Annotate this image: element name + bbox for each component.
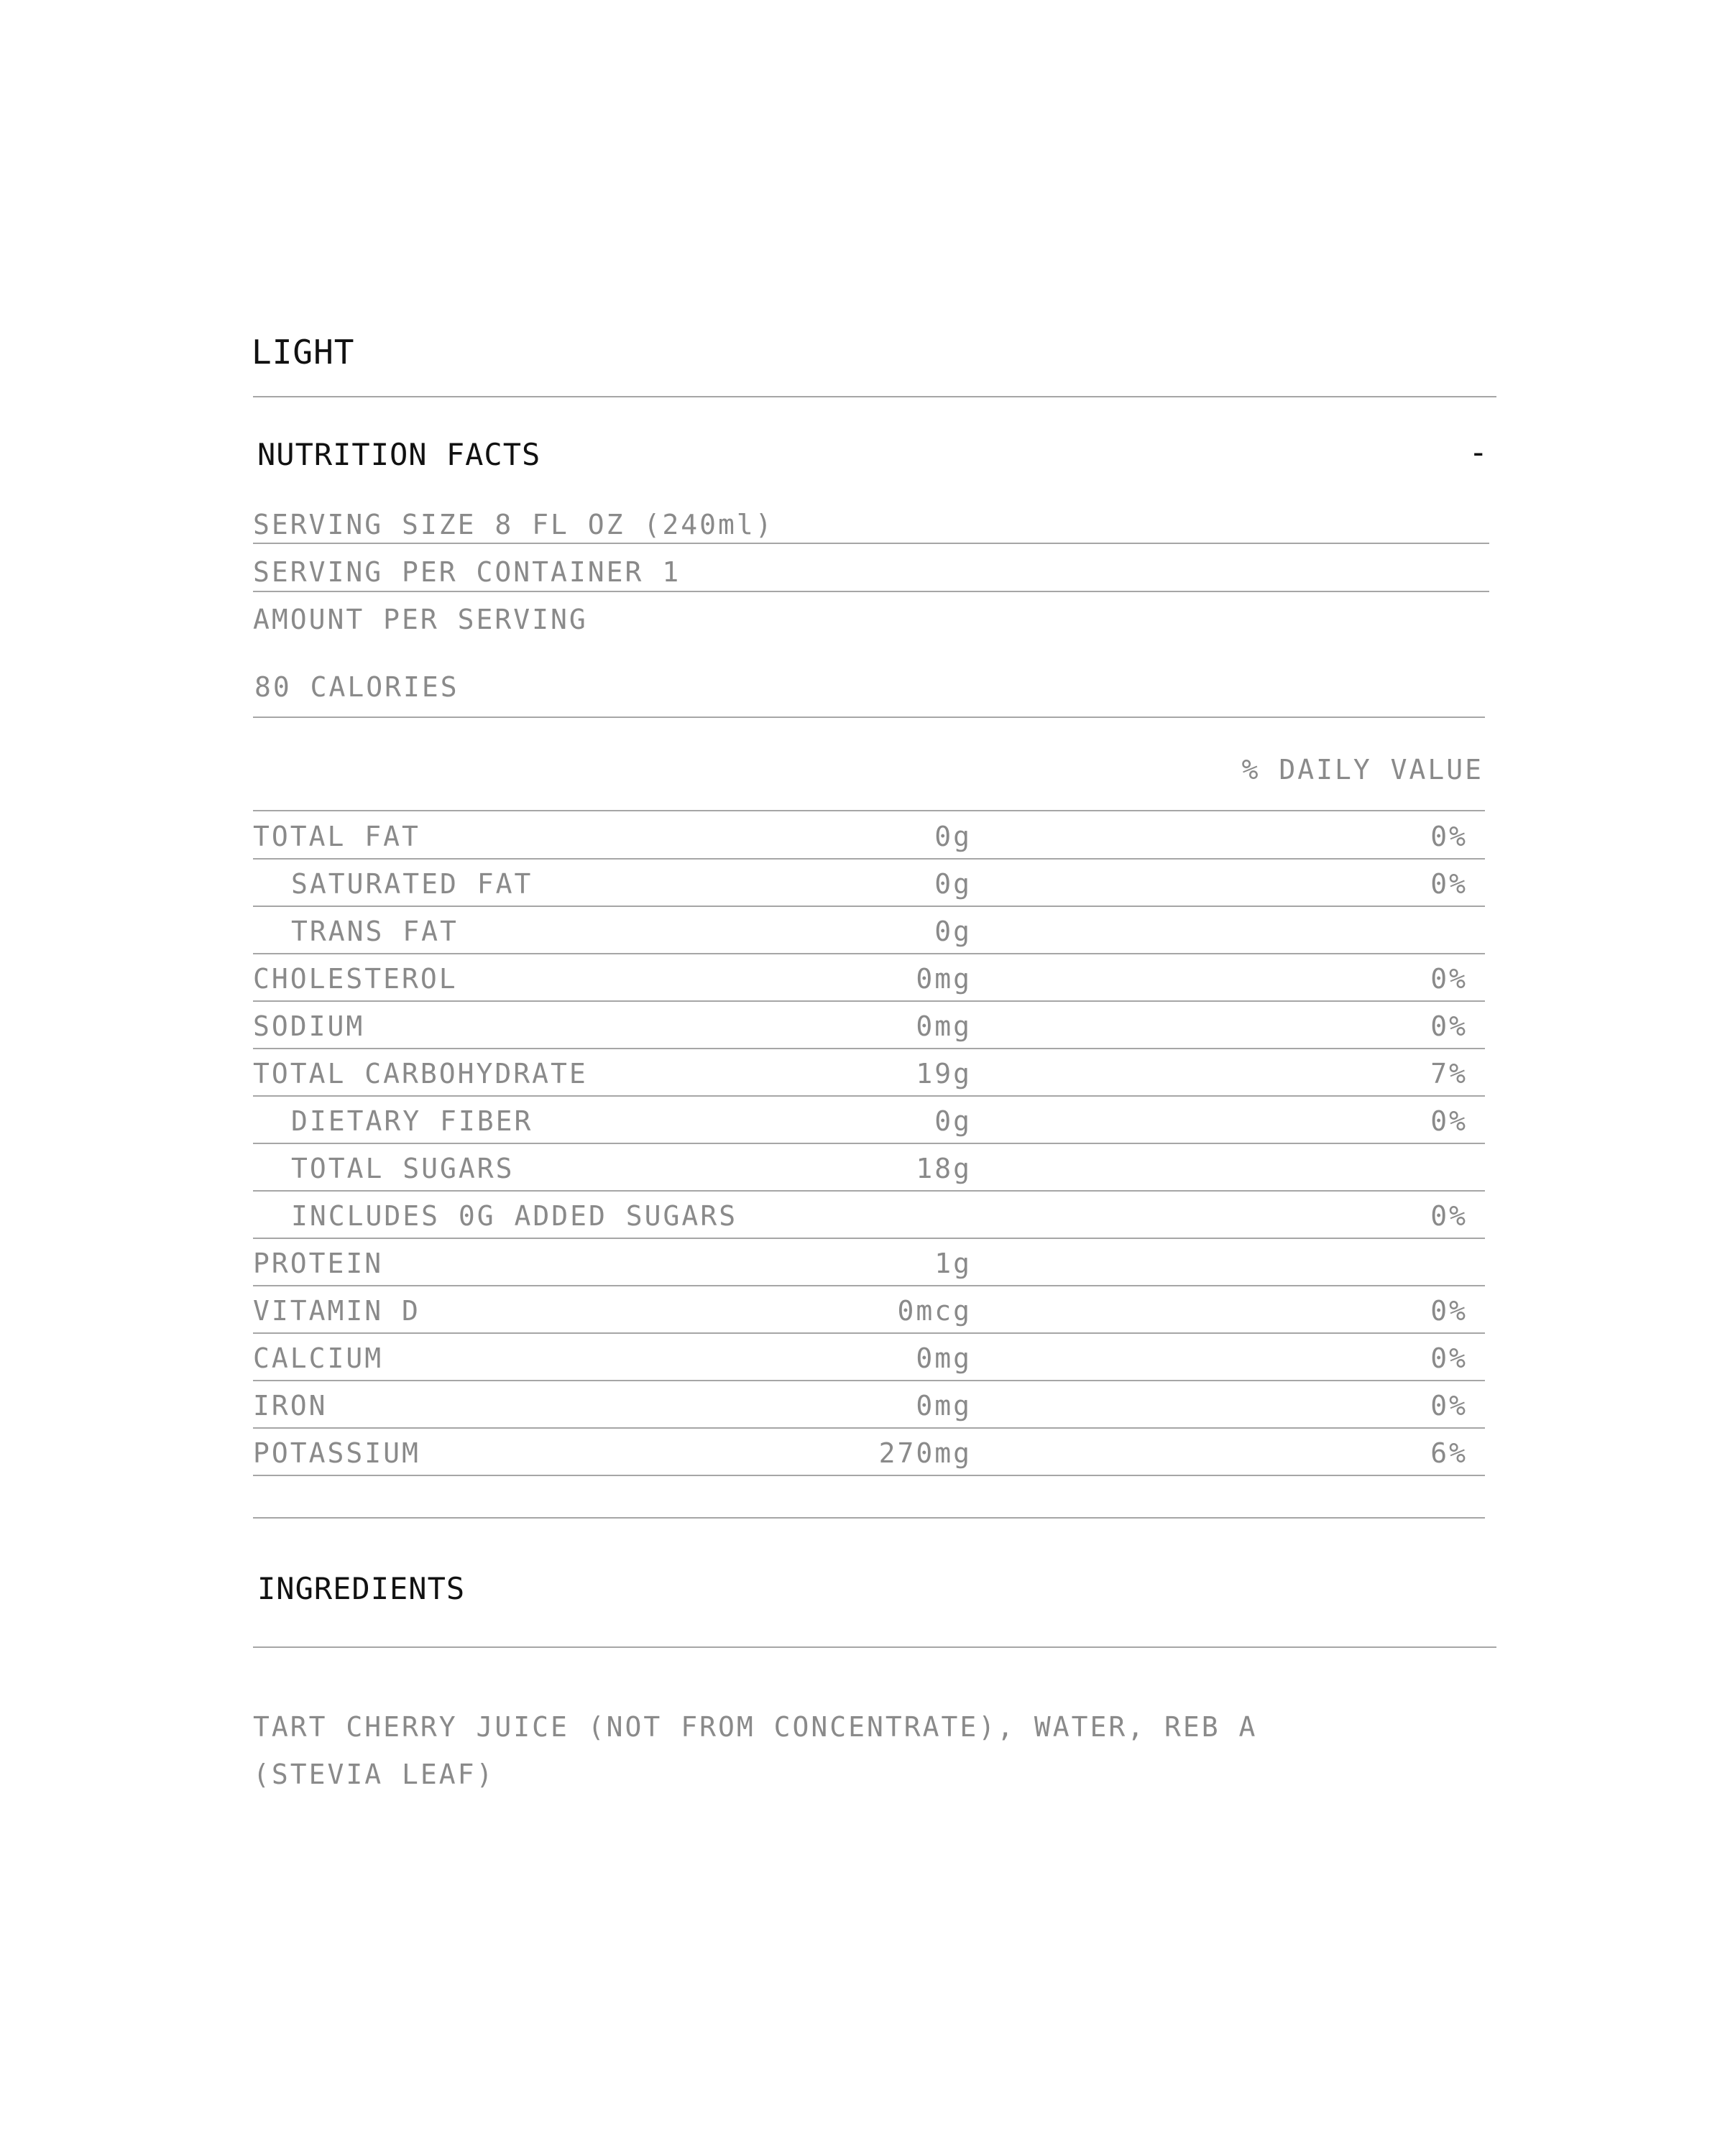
- nutrient-amount: 0g: [934, 916, 972, 947]
- servings-divider: [253, 591, 1489, 592]
- nutrient-daily-value: 0%: [1430, 868, 1468, 900]
- nutrient-amount: 0mcg: [897, 1295, 972, 1327]
- nutrient-name: TOTAL CARBOHYDRATE: [253, 1058, 588, 1089]
- nutrient-row: [253, 1334, 1485, 1381]
- table-top-divider: [253, 810, 1485, 811]
- nutrient-name: VITAMIN D: [253, 1295, 420, 1327]
- nutrient-name: TOTAL FAT: [253, 821, 420, 852]
- nutrient-daily-value: 0%: [1430, 1342, 1468, 1374]
- nutrient-daily-value: 0%: [1430, 1105, 1468, 1137]
- nutrition-facts-title[interactable]: NUTRITION FACTS: [257, 437, 541, 472]
- nutrient-row: [253, 812, 1485, 860]
- nutrient-amount: 1g: [934, 1248, 972, 1279]
- nutrient-name: SODIUM: [253, 1010, 365, 1042]
- nutrient-row: [253, 1144, 1485, 1192]
- nutrient-amount: 0g: [934, 821, 972, 852]
- nutrient-name: CALCIUM: [253, 1342, 384, 1374]
- calories-divider: [253, 717, 1485, 718]
- collapse-toggle-icon[interactable]: -: [1468, 434, 1488, 471]
- nutrient-daily-value: 0%: [1430, 963, 1468, 995]
- nutrient-amount: 0mg: [916, 1390, 972, 1422]
- nutrition-bottom-divider: [253, 1517, 1485, 1519]
- ingredients-text: TART CHERRY JUICE (NOT FROM CONCENTRATE), WATER, REB A (STEVIA LEAF): [253, 1711, 1258, 1790]
- nutrient-name: TRANS FAT: [291, 916, 459, 947]
- nutrient-name: SATURATED FAT: [291, 868, 533, 900]
- nutrient-amount: 0mg: [916, 963, 972, 995]
- nutrient-amount: 0g: [934, 868, 972, 900]
- nutrient-name: INCLUDES 0G ADDED SUGARS: [291, 1200, 738, 1232]
- serving-size: SERVING SIZE 8 FL OZ (240ml): [253, 509, 774, 540]
- nutrient-row: [253, 1049, 1485, 1097]
- nutrient-row: [253, 954, 1485, 1002]
- nutrient-row: [253, 1381, 1485, 1429]
- calories: 80 CALORIES: [254, 671, 459, 703]
- nutrient-amount: 0mg: [916, 1010, 972, 1042]
- nutrient-name: CHOLESTEROL: [253, 963, 458, 995]
- nutrient-amount: 270mg: [878, 1437, 972, 1469]
- nutrient-daily-value: 7%: [1430, 1058, 1468, 1089]
- nutrient-daily-value: 0%: [1430, 1010, 1468, 1042]
- nutrient-name: IRON: [253, 1390, 328, 1422]
- nutrient-row: [253, 860, 1485, 907]
- variant-divider: [253, 396, 1496, 397]
- nutrient-daily-value: 0%: [1430, 1200, 1468, 1232]
- nutrient-table: [253, 812, 1485, 1476]
- nutrient-name: POTASSIUM: [253, 1437, 420, 1469]
- nutrient-row: [253, 1239, 1485, 1286]
- amount-per-serving: AMOUNT PER SERVING: [253, 604, 588, 635]
- nutrient-row: [253, 1002, 1485, 1049]
- nutrient-row: [253, 907, 1485, 954]
- servings-per-container: SERVING PER CONTAINER 1: [253, 556, 681, 588]
- daily-value-header: % DAILY VALUE: [1241, 754, 1484, 786]
- nutrient-daily-value: 0%: [1430, 1390, 1468, 1422]
- nutrient-name: TOTAL SUGARS: [291, 1153, 515, 1184]
- nutrient-amount: 0g: [934, 1105, 972, 1137]
- nutrient-row: [253, 1097, 1485, 1144]
- nutrient-amount: 19g: [916, 1058, 972, 1089]
- nutrient-name: PROTEIN: [253, 1248, 384, 1279]
- ingredients-divider: [253, 1646, 1496, 1648]
- nutrient-daily-value: 0%: [1430, 1295, 1468, 1327]
- nutrient-daily-value: 6%: [1430, 1437, 1468, 1469]
- nutrient-row: [253, 1286, 1485, 1334]
- serving-size-divider: [253, 543, 1489, 544]
- variant-title: LIGHT: [252, 333, 355, 372]
- nutrient-row: [253, 1192, 1485, 1239]
- nutrient-daily-value: 0%: [1430, 821, 1468, 852]
- nutrient-amount: 18g: [916, 1153, 972, 1184]
- nutrient-name: DIETARY FIBER: [291, 1105, 533, 1137]
- nutrient-amount: 0mg: [916, 1342, 972, 1374]
- ingredients-title: INGREDIENTS: [257, 1571, 466, 1606]
- nutrient-row: [253, 1429, 1485, 1476]
